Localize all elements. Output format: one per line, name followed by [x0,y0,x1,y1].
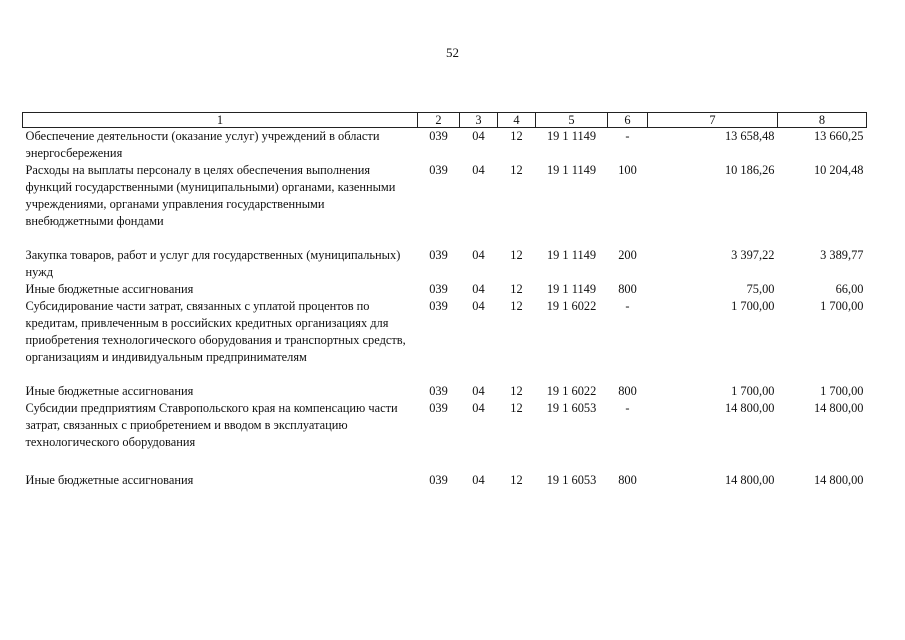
cell-subsection: 12 [510,401,523,415]
row-name: Иные бюджетные ассигнования [25,473,194,487]
cell-subsection: 12 [510,384,523,398]
column-header: 6 [608,113,648,128]
cell-amount-year1: 13 658,48 [724,129,775,143]
column-header: 1 [23,113,418,128]
cell-target-article: 19 1 1149 [546,163,597,177]
cell-expense-type: 800 [618,282,637,296]
column-header: 5 [536,113,608,128]
cell-target-article: 19 1 1149 [546,129,597,143]
table-row [23,400,867,472]
cell-expense-type: 200 [618,248,637,262]
cell-section: 04 [472,129,485,143]
column-header: 4 [498,113,536,128]
cell-ministry-code: 039 [429,248,448,262]
budget-table [22,112,867,489]
cell-amount-year2: 14 800,00 [813,401,864,415]
table-row [23,281,867,298]
cell-section: 04 [472,282,485,296]
cell-amount-year1: 14 800,00 [724,473,775,487]
cell-target-article: 19 1 6022 [546,384,597,398]
cell-expense-type: 800 [618,384,637,398]
cell-amount-year2: 1 700,00 [820,384,864,398]
cell-amount-year2: 1 700,00 [820,299,864,313]
cell-section: 04 [472,473,485,487]
cell-ministry-code: 039 [429,299,448,313]
cell-section: 04 [472,401,485,415]
cell-subsection: 12 [510,299,523,313]
cell-amount-year2: 13 660,25 [813,129,864,143]
cell-ministry-code: 039 [429,282,448,296]
row-name: Субсидирование части затрат, связанных с уплатой процентов по кредитам, привлеченным в российских кредитных организациях для приобретения технологического оборудования и транспортных средств, организациям и индивидуальным предпринимателям [25,299,406,364]
cell-target-article: 19 1 6053 [546,473,597,487]
cell-subsection: 12 [510,129,523,143]
cell-target-article: 19 1 6022 [546,299,597,313]
table-row [23,383,867,400]
table-row [23,128,867,163]
cell-amount-year1: 10 186,26 [724,163,775,177]
cell-ministry-code: 039 [429,401,448,415]
column-header: 8 [778,113,867,128]
cell-amount-year1: 75,00 [746,282,775,296]
table-row [23,298,867,383]
table-row [23,472,867,489]
column-header: 2 [418,113,460,128]
cell-expense-type: - [625,129,630,143]
cell-amount-year2: 3 389,77 [820,248,864,262]
table-row [23,247,867,281]
cell-expense-type: 800 [618,473,637,487]
cell-subsection: 12 [510,163,523,177]
cell-target-article: 19 1 6053 [546,401,597,415]
cell-target-article: 19 1 1149 [546,282,597,296]
row-name: Иные бюджетные ассигнования [25,282,194,296]
cell-section: 04 [472,163,485,177]
cell-ministry-code: 039 [429,129,448,143]
cell-amount-year1: 3 397,22 [731,248,775,262]
cell-amount-year2: 66,00 [835,282,864,296]
cell-ministry-code: 039 [429,384,448,398]
cell-expense-type: - [625,401,630,415]
cell-amount-year1: 1 700,00 [731,299,775,313]
table-row [23,162,867,247]
cell-target-article: 19 1 1149 [546,248,597,262]
cell-section: 04 [472,384,485,398]
row-name: Закупка товаров, работ и услуг для государственных (муниципальных) нужд [25,248,401,279]
cell-amount-year1: 1 700,00 [731,384,775,398]
cell-expense-type: - [625,299,630,313]
cell-amount-year1: 14 800,00 [724,401,775,415]
row-name: Иные бюджетные ассигнования [25,384,194,398]
cell-subsection: 12 [510,282,523,296]
cell-section: 04 [472,299,485,313]
row-name: Субсидии предприятиям Ставропольского края на компенсацию части затрат, связанных с приобретением и вводом в эксплуатацию технологического оборудования [25,401,398,449]
column-header: 7 [648,113,778,128]
row-name: Расходы на выплаты персоналу в целях обеспечения выполнения функций государственными (муниципальными) органами, казенными учреждениями, органами управления государственными внебюджетными фондами [25,163,396,228]
cell-amount-year2: 14 800,00 [813,473,864,487]
cell-amount-year2: 10 204,48 [813,163,864,177]
cell-section: 04 [472,248,485,262]
cell-expense-type: 100 [618,163,637,177]
page-number: 52 [446,45,459,60]
row-name: Обеспечение деятельности (оказание услуг) учреждений в области энергосбережения [25,129,380,160]
cell-ministry-code: 039 [429,473,448,487]
cell-subsection: 12 [510,473,523,487]
table-header-row [23,113,867,128]
cell-ministry-code: 039 [429,163,448,177]
column-header: 3 [460,113,498,128]
cell-subsection: 12 [510,248,523,262]
